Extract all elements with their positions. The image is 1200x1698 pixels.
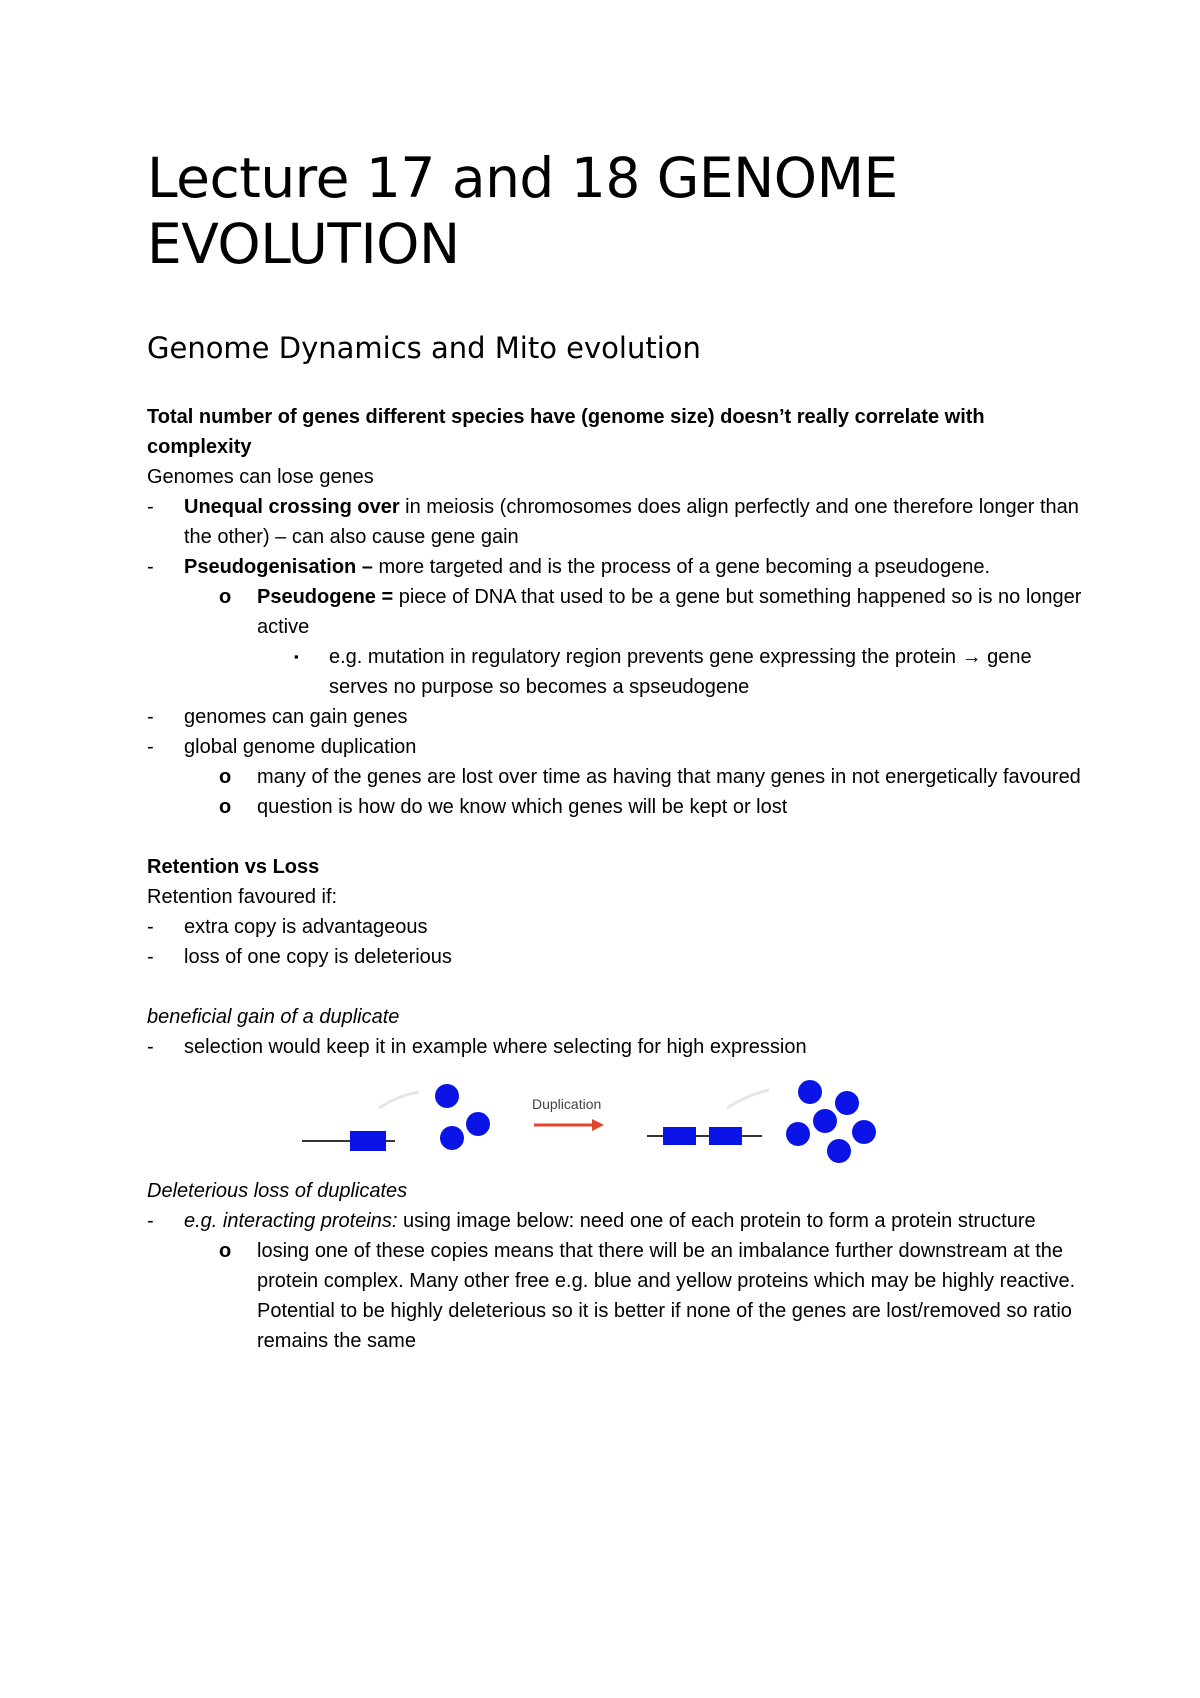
square-bullet: ▪ [294, 649, 299, 664]
spacer [147, 822, 1087, 852]
protein-dot [798, 1080, 822, 1104]
list-item-losing-one [147, 1236, 1087, 1356]
dash-bullet: - [147, 946, 154, 968]
list-item-pseudogenisation [147, 552, 1087, 582]
dash-bullet: - [147, 496, 154, 518]
list-item-lost-over-time [147, 762, 1087, 792]
protein-dot [813, 1109, 837, 1133]
interacting-proteins-text: using image below: need one of each protein to form a protein structure [397, 1210, 1036, 1232]
mutation-example-text: e.g. mutation in regulatory region prevents gene expressing the protein → gene serves no purpose so becomes a spseudogene [329, 646, 1032, 698]
list-item-global-duplication [147, 732, 1087, 762]
gene-box [663, 1127, 696, 1145]
retention-favoured: Retention favoured if: [147, 886, 338, 908]
unequal-crossing-text: in meiosis (chromosomes does align perfectly and one therefore longer than the other) – can also cause gene gain [184, 496, 1079, 548]
protein-dot [440, 1126, 464, 1150]
retention-heading: Retention vs Loss [147, 856, 320, 878]
list-item-gain-genes [147, 702, 1087, 732]
faint-arrow-left [379, 1092, 419, 1108]
protein-dot [466, 1112, 490, 1136]
protein-dot [835, 1091, 859, 1115]
protein-dot [435, 1084, 459, 1108]
dash-bullet: - [147, 1036, 154, 1058]
list-item-pseudogene [147, 582, 1087, 642]
duplication-diagram [147, 1068, 1087, 1168]
list-item-extra-copy [147, 912, 1087, 942]
circle-bullet: o [219, 1240, 232, 1262]
dash-bullet: - [147, 736, 154, 758]
list-item-unequal-crossing [147, 492, 1087, 552]
gain-genes-text: genomes can gain genes [184, 706, 408, 728]
loss-copy-text: loss of one copy is deleterious [184, 946, 452, 968]
document-body [147, 402, 1087, 1356]
dash-bullet: - [147, 706, 154, 728]
list-item-loss-copy [147, 942, 1087, 972]
protein-dot [852, 1120, 876, 1144]
dash-bullet: - [147, 916, 154, 938]
list-item-selection [147, 1032, 1087, 1062]
page-title: Lecture 17 and 18 GENOME EVOLUTION [147, 146, 898, 276]
term-pseudogenisation: Pseudogenisation – [184, 556, 373, 578]
pseudogene-text: piece of DNA that used to be a gene but something happened so is no longer active [257, 586, 1082, 638]
gene-box [709, 1127, 742, 1145]
losing-one-text: losing one of these copies means that there will be an imbalance further downstream at the protein complex. Many other free e.g. blue and yellow proteins which may be highly reactive. Potential to be highly deleterious so it is better if none of the genes are lost/removed so ratio remains the same [257, 1240, 1076, 1352]
beneficial-heading: beneficial gain of a duplicate [147, 1006, 400, 1028]
selection-text: selection would keep it in example where selecting for high expression [184, 1036, 807, 1058]
term-pseudogene: Pseudogene = [257, 586, 394, 608]
list-item-question [147, 792, 1087, 822]
spacer [147, 972, 1087, 1002]
dash-bullet: - [147, 556, 154, 578]
intro-statement: Total number of genes different species have (genome size) doesn’t really correlate with complexity [147, 406, 985, 458]
protein-dot [827, 1139, 851, 1163]
lost-over-time-text: many of the genes are lost over time as having that many genes in not energetically favoured [257, 766, 1081, 788]
list-item-interacting-proteins [147, 1206, 1087, 1236]
dash-bullet: - [147, 1210, 154, 1232]
list-item-mutation-example [147, 642, 1087, 702]
interacting-proteins-term: e.g. interacting proteins: [184, 1210, 398, 1232]
gene-box [350, 1131, 386, 1151]
duplication-figure [147, 1068, 1087, 1168]
deleterious-heading: Deleterious loss of duplicates [147, 1180, 408, 1202]
extra-copy-text: extra copy is advantageous [184, 916, 428, 938]
pseudogenisation-text: more targeted and is the process of a gene becoming a pseudogene. [372, 556, 991, 578]
global-duplication-text: global genome duplication [184, 736, 417, 758]
duplication-arrow-head [592, 1119, 604, 1131]
protein-dot [786, 1122, 810, 1146]
circle-bullet: o [219, 766, 232, 788]
section-subtitle: Genome Dynamics and Mito evolution [147, 331, 701, 365]
circle-bullet: o [219, 796, 232, 818]
question-text: question is how do we know which genes will be kept or lost [257, 796, 788, 818]
circle-bullet: o [219, 586, 232, 608]
faint-arrow-right [727, 1090, 769, 1108]
term-unequal-crossing: Unequal crossing over [184, 496, 400, 518]
duplication-label: Duplication [532, 1096, 602, 1112]
lose-genes-heading: Genomes can lose genes [147, 466, 374, 488]
